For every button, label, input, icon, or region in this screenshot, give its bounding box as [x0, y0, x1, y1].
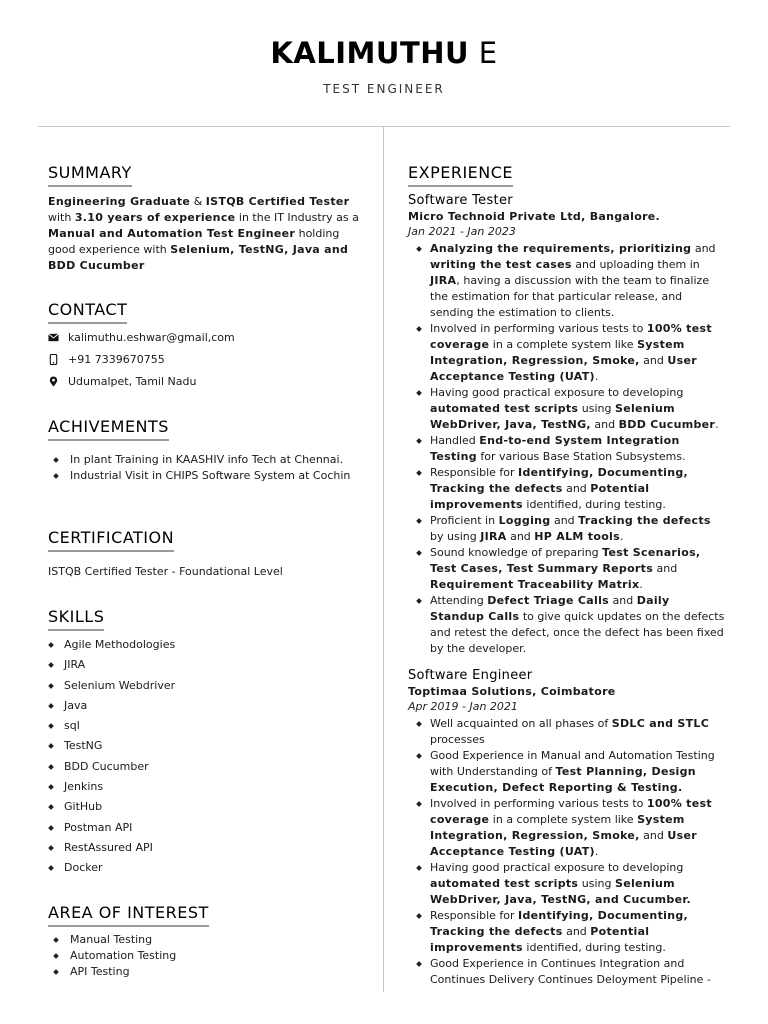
bold-text: HP ALM tools	[534, 530, 620, 543]
text: identified, during testing.	[522, 498, 666, 511]
job-bullets	[408, 716, 726, 988]
skill-item: sql	[48, 718, 348, 738]
company-name: Micro Technoid Private Ltd, Bangalore.	[408, 210, 661, 223]
text: Handled	[430, 434, 480, 447]
text: and	[639, 829, 668, 842]
bold-text: Selenium WebDriver, Java, TestNG, and Cucumber.	[430, 877, 691, 906]
experience-bullet	[408, 796, 726, 860]
text: Proficient in	[430, 514, 499, 527]
bold-text: 100% test coverage	[430, 322, 712, 351]
experience-title: EXPERIENCE	[408, 163, 513, 187]
experience-bullet	[408, 748, 726, 796]
text: in a complete system like	[489, 338, 638, 351]
text: Well acquainted on all phases of	[430, 717, 612, 730]
text: using	[578, 877, 615, 890]
job-bullets	[408, 241, 726, 657]
contact-location-row	[48, 375, 196, 388]
experience-bullet	[408, 545, 726, 593]
bold-text: JIRA	[430, 274, 457, 287]
skill-item: Agile Methodologies	[48, 637, 348, 657]
skills-list	[48, 637, 348, 881]
bold-text: User Acceptance Testing (UAT)	[430, 829, 697, 858]
bold-text: Selenium, TestNG, Java and BDD Cucumber	[48, 243, 349, 272]
experience-bullet	[408, 433, 726, 465]
bold-text: User Acceptance Testing (UAT)	[430, 354, 697, 383]
experience-bullet	[408, 385, 726, 433]
text: by using	[430, 530, 481, 543]
bold-text: Tracking the defects	[578, 514, 711, 527]
bold-text: 3.10 years of experience	[74, 211, 236, 224]
text: &	[190, 195, 206, 208]
bold-text: Identifying, Documenting, Tracking the defects	[430, 909, 688, 938]
text: for various Base Station Subsystems.	[476, 450, 686, 463]
location-pin-icon	[48, 376, 59, 387]
bold-text: Selenium WebDriver, Java, TestNG,	[430, 402, 675, 431]
job-title: Software Tester	[408, 193, 513, 208]
text: in a complete system like	[489, 813, 638, 826]
experience-bullet	[408, 908, 726, 956]
contact-email-row	[48, 331, 235, 344]
bold-text: BDD Cucumber	[618, 418, 716, 431]
bold-text: Daily Standup Calls	[430, 594, 670, 623]
certification-title: CERTIFICATION	[48, 528, 174, 552]
skill-item: Postman API	[48, 820, 348, 840]
text: with	[48, 211, 75, 224]
text: and	[562, 925, 591, 938]
skill-item: TestNG	[48, 738, 348, 758]
bold-text: JIRA	[480, 530, 507, 543]
text: Responsible for	[430, 466, 519, 479]
bold-text: Test Scenarios, Test Cases, Test Summary Reports	[430, 546, 701, 575]
experience-bullet	[408, 513, 726, 545]
bold-text: automated test scripts	[430, 402, 579, 415]
bold-text: Potential improvements	[430, 925, 650, 954]
mail-icon	[48, 332, 59, 343]
experience-bullet	[408, 465, 726, 513]
skills-title: SKILLS	[48, 607, 104, 631]
bold-text: automated test scripts	[430, 877, 579, 890]
bold-text: Manual and Automation Test Engineer	[48, 227, 296, 240]
bold-text: System Integration, Regression, Smoke,	[430, 813, 685, 842]
experience-bullet	[408, 716, 726, 748]
text: and	[609, 594, 637, 607]
interest-item: Automation Testing	[48, 948, 366, 964]
text: .	[715, 418, 719, 431]
text: and	[590, 418, 619, 431]
skill-item: BDD Cucumber	[48, 759, 348, 779]
text: and	[550, 514, 579, 527]
summary-title: SUMMARY	[48, 163, 132, 187]
text: and	[562, 482, 591, 495]
bold-text: Requirement Traceability Matrix	[430, 578, 640, 591]
achievements-title: ACHIVEMENTS	[48, 417, 169, 441]
skill-item: JIRA	[48, 657, 348, 677]
text: and uploading them in	[571, 258, 700, 271]
bold-text: Analyzing the requirements, prioritizing	[430, 242, 692, 255]
skill-item: Java	[48, 698, 348, 718]
interest-item: Manual Testing	[48, 932, 366, 948]
job-title: Software Engineer	[408, 668, 533, 683]
contact-location: Udumalpet, Tamil Nadu	[68, 375, 197, 388]
skill-item: RestAssured API	[48, 840, 348, 860]
text: Involved in performing various tests to	[430, 797, 647, 810]
text: identified, during testing.	[522, 941, 666, 954]
contact-phone-row	[48, 353, 165, 366]
phone-icon	[48, 354, 59, 365]
bold-text: SDLC and STLC	[611, 717, 710, 730]
experience-bullet	[408, 860, 726, 908]
candidate-name	[0, 36, 768, 70]
contact-email[interactable]: kalimuthu.eshwar@gmail,com	[68, 331, 235, 344]
achievement-item: In plant Training in KAASHIV info Tech at Chennai.	[48, 452, 366, 468]
company-name: Toptimaa Solutions, Coimbatore	[408, 685, 616, 698]
text: .	[594, 370, 599, 383]
text: and	[506, 530, 535, 543]
text: using	[578, 402, 615, 415]
text: Responsible for	[430, 909, 519, 922]
achievements-list	[48, 452, 366, 484]
skill-item: Selenium Webdriver	[48, 678, 348, 698]
text: .	[639, 578, 643, 591]
interest-item: API Testing	[48, 964, 366, 980]
text: Good Experience in Manual and Automation Testing with Understanding of	[430, 749, 715, 778]
text: and	[691, 242, 716, 255]
text: and	[639, 354, 668, 367]
text: .	[619, 530, 624, 543]
bold-text: Logging	[498, 514, 551, 527]
bold-text: End-to-end System Integration Testing	[430, 434, 680, 463]
job-dates: Jan 2021 - Jan 2023	[408, 225, 516, 238]
bold-text: writing the test cases	[430, 258, 572, 271]
text: Good Experience in Continues Integration and Continues Delivery Continues Deloyment Pipeline -	[430, 957, 711, 986]
text: holding good experience with	[48, 227, 340, 256]
job-role: TEST ENGINEER	[323, 82, 445, 96]
text: in the IT Industry as a	[235, 211, 359, 224]
text: Having good practical exposure to developing	[430, 386, 684, 399]
contact-phone[interactable]: +91 7339670755	[68, 353, 165, 366]
bold-text: Potential improvements	[430, 482, 650, 511]
summary-text	[48, 194, 366, 274]
experience-bullet	[408, 321, 726, 385]
experience-bullet	[408, 956, 726, 988]
skill-item: GitHub	[48, 799, 348, 819]
bold-text: 100% test coverage	[430, 797, 712, 826]
text: to give quick updates on the defects and retest the defect, once the defect has been fixed by the developer.	[430, 610, 725, 655]
first-name: KALIMUTHU	[270, 36, 470, 70]
header-divider	[38, 126, 730, 127]
experience-bullet	[408, 241, 726, 321]
bold-text: Engineering Graduate	[48, 195, 191, 208]
text: and	[653, 562, 678, 575]
bold-text: Identifying, Documenting, Tracking the defects	[430, 466, 688, 495]
text: .	[594, 845, 599, 858]
text: Having good practical exposure to developing	[430, 861, 684, 874]
bold-text: ISTQB Certified Tester	[205, 195, 350, 208]
bold-text: System Integration, Regression, Smoke,	[430, 338, 685, 367]
contact-title: CONTACT	[48, 300, 127, 324]
text: Attending	[430, 594, 488, 607]
text: , having a discussion with the team to finalize the estimation for that particular release, and sending the estimation to clients.	[430, 274, 710, 319]
achievement-item: Industrial Visit in CHIPS Software System at Cochin	[48, 468, 366, 484]
skill-item: Docker	[48, 860, 348, 880]
last-name: E	[478, 36, 498, 70]
text: Involved in performing various tests to	[430, 322, 647, 335]
job-dates: Apr 2019 - Jan 2021	[408, 700, 518, 713]
skill-item: Jenkins	[48, 779, 348, 799]
bold-text: Defect Triage Calls	[487, 594, 609, 607]
text: processes	[430, 733, 485, 746]
interests-list	[48, 932, 366, 980]
interests-title: AREA OF INTEREST	[48, 903, 209, 927]
certification-text: ISTQB Certified Tester - Foundational Level	[48, 565, 283, 578]
text: Sound knowledge of preparing	[430, 546, 603, 559]
bold-text: Test Planning, Design Execution, Defect Reporting & Testing.	[430, 765, 696, 794]
experience-bullet	[408, 593, 726, 657]
column-divider	[383, 126, 384, 992]
